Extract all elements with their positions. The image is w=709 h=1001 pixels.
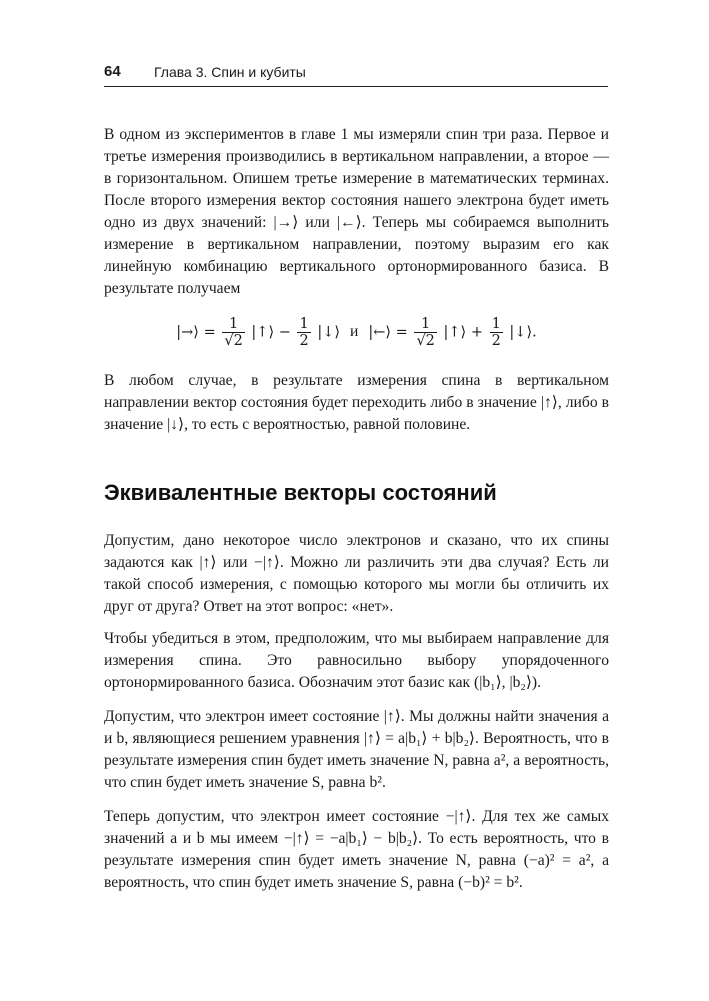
page-number: 64 bbox=[104, 63, 121, 80]
paragraph-intro: В одном из экспериментов в главе 1 мы измеряли спин три раза. Первое и третье измерения производились в вертикальном направлении, а второе — в горизонтальном. Опишем третье измерение в математических терминах. После второго измерения вектор состояния нашего электрона будет иметь одно из двух значений: |→⟩ или |←⟩. Теперь мы собираемся выполнить измерение в вертикальном направлении, поэтому выразим его как линейную комбинацию вертикального ортонормированного базиса. В результате получаем bbox=[104, 126, 609, 297]
eq-left-lhs: |→⟩ = bbox=[176, 324, 216, 340]
paragraph-basis: Чтобы убедиться в этом, предположим, что мы выбираем направление для измерения спина. Это равносильно выбору упорядоченного ортонормированного базиса. Обозначим этот базис как (|b₁⟩, |b₂⟩). bbox=[104, 630, 609, 691]
eq-conjunction: и bbox=[350, 323, 359, 340]
eq-right-lhs: |←⟩ = bbox=[368, 324, 408, 340]
running-head: Глава 3. Спин и кубиты bbox=[154, 64, 306, 80]
eq-left-frac-1 bbox=[222, 316, 244, 349]
equation-basis-change bbox=[104, 312, 609, 352]
paragraph-any-case: В любом случае, в результате измерения спина в вертикальном направлении вектор состояния будет переходить либо в значение |↑⟩, либо в значение |↓⟩, то есть с вероятностью, равной половине. bbox=[104, 372, 609, 433]
frac-numerator: 1 bbox=[299, 315, 309, 332]
eq-left-end: |↓⟩ bbox=[317, 324, 341, 340]
page-header bbox=[104, 62, 608, 87]
frac-denominator: 2 bbox=[299, 332, 309, 349]
eq-left-frac-2 bbox=[297, 316, 310, 349]
frac-numerator: 1 bbox=[491, 315, 501, 332]
frac-numerator: 1 bbox=[414, 316, 436, 333]
frac-denominator: √2 bbox=[416, 332, 435, 349]
equation-left bbox=[176, 316, 340, 349]
equation-right bbox=[368, 316, 536, 349]
section-title: Эквивалентные векторы состояний bbox=[104, 480, 497, 505]
eq-right-frac-2 bbox=[490, 316, 503, 349]
frac-numerator: 1 bbox=[222, 316, 244, 333]
eq-right-mid: |↑⟩ + bbox=[443, 324, 483, 340]
frac-denominator: 2 bbox=[491, 332, 501, 349]
eq-left-mid: |↑⟩ − bbox=[251, 324, 291, 340]
paragraph-state-up: Допустим, что электрон имеет состояние |↑⟩. Мы должны найти значения a и b, являющиеся решением уравнения |↑⟩ = a|b₁⟩ + b|b₂⟩. Вероятность, что в результате измерения спин будет иметь значение N, равна a², а вероятность, что спин будет иметь значение S, равна b². bbox=[104, 708, 609, 791]
eq-right-frac-1 bbox=[414, 316, 436, 349]
eq-right-end: |↓⟩. bbox=[509, 324, 537, 340]
paragraph-state-minus-up: Теперь допустим, что электрон имеет состояние −|↑⟩. Для тех же самых значений a и b мы имеем −|↑⟩ = −a|b₁⟩ − b|b₂⟩. То есть вероятность, что в результате измерения спин будет иметь значение N, равна (−a)² = a², а вероятность, что спин будет иметь значение S, равна (−b)² = b². bbox=[104, 808, 609, 891]
frac-denominator: √2 bbox=[224, 332, 243, 349]
paragraph-suppose: Допустим, дано некоторое число электронов и сказано, что их спины задаются как |↑⟩ или −|↑⟩. Можно ли различить эти два случая? Есть ли такой способ измерения, с помощью которого мы могли бы отличить их друг от друга? Ответ на этот вопрос: «нет». bbox=[104, 532, 609, 615]
